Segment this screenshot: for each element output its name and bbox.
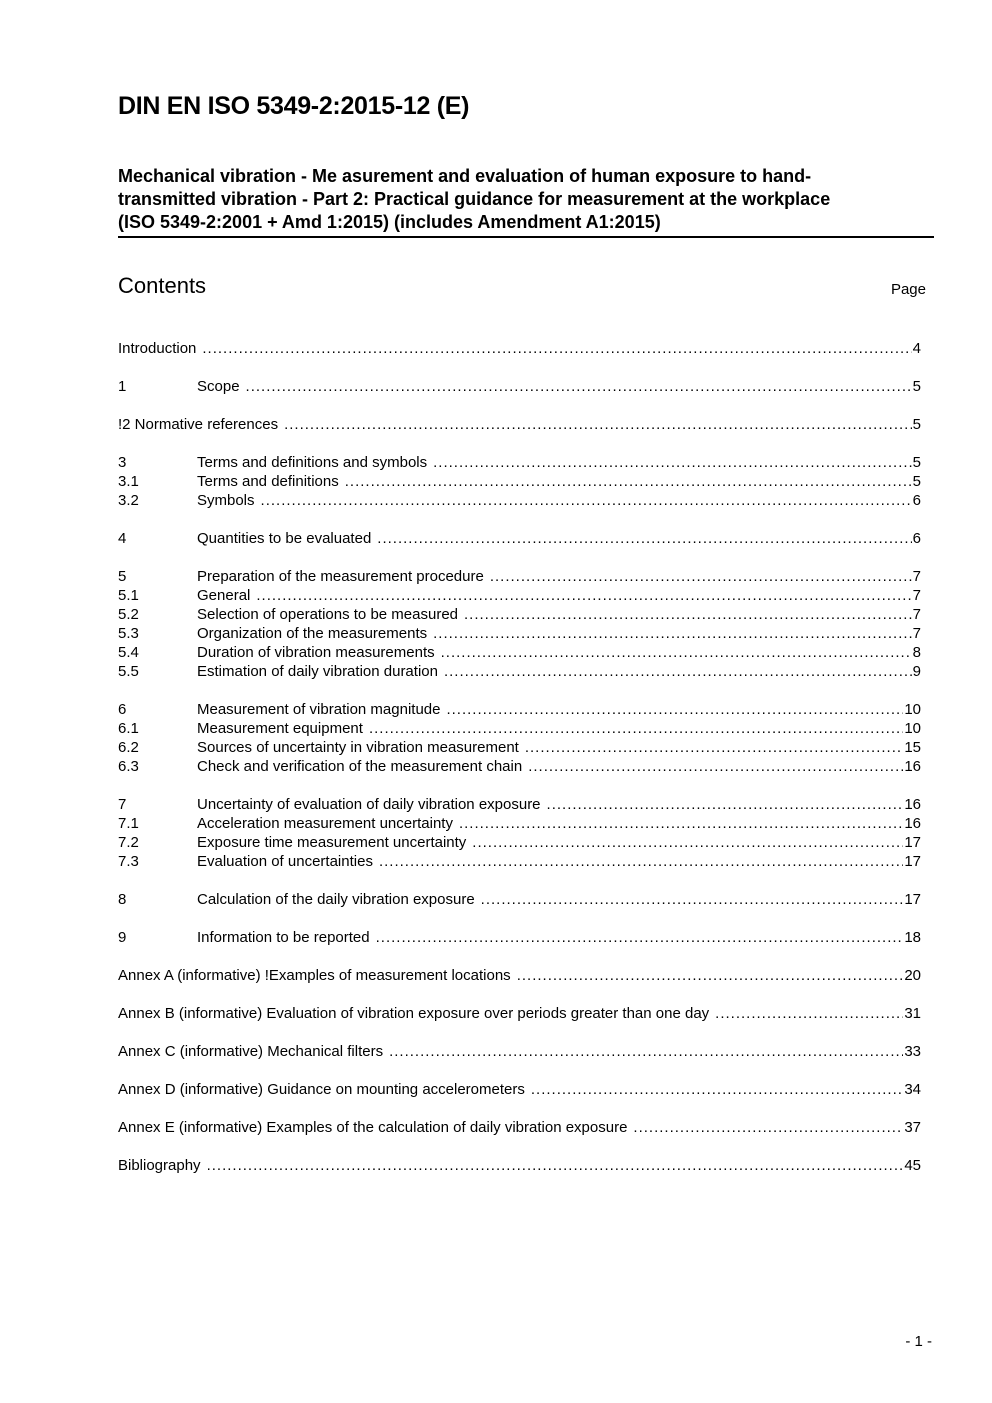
toc-entry-page: 17 (904, 853, 921, 870)
toc-entry-page: 31 (904, 1005, 921, 1022)
contents-heading: Contents (118, 273, 207, 298)
toc-dot-leader (517, 966, 904, 985)
toc-entry-page: 20 (904, 967, 921, 984)
toc-dot-leader (715, 1004, 903, 1023)
toc-dot-leader (389, 1042, 903, 1061)
toc-dot-leader (547, 795, 904, 814)
toc-entry-title: !2 Normative references (118, 416, 279, 433)
page-column-label: Page (890, 281, 926, 298)
toc-dot-leader (446, 700, 903, 719)
toc-entry-title: Scope (197, 378, 240, 395)
toc-entry[interactable] (118, 1118, 921, 1137)
toc-spacer (118, 548, 921, 567)
footer-page-number: - 1 - (905, 1333, 932, 1350)
toc-spacer (118, 1099, 921, 1118)
toc-entry-number: 7.2 (118, 834, 139, 851)
toc-entry-title: Quantities to be evaluated (197, 530, 372, 547)
toc-entry-number: 3 (118, 454, 127, 471)
toc-entry-page: 37 (904, 1119, 921, 1136)
toc-entry-title: Annex E (informative) Examples of the calculation of daily vibration exposure (118, 1119, 628, 1136)
toc-entry-number: 7.1 (118, 815, 139, 832)
toc-entry[interactable] (118, 757, 921, 776)
toc-dot-leader (441, 643, 912, 662)
subtitle-line: Mechanical vibration - Me asurement and evaluation of human exposure to hand- (118, 166, 812, 186)
toc-entry-page: 17 (904, 891, 921, 908)
toc-spacer (118, 776, 921, 795)
toc-entry-title: Terms and definitions (197, 473, 339, 490)
toc-dot-leader (284, 415, 912, 434)
toc-entry-title: Calculation of the daily vibration exposure (197, 891, 475, 908)
toc-dot-leader (633, 1118, 903, 1137)
toc-dot-leader (525, 738, 903, 757)
toc-spacer (118, 434, 921, 453)
toc-entry[interactable] (118, 491, 921, 510)
toc-spacer (118, 510, 921, 529)
toc-entry[interactable] (118, 339, 921, 358)
toc-entry[interactable] (118, 586, 921, 605)
toc-entry-page: 6 (912, 492, 921, 509)
toc-entry-title: Acceleration measurement uncertainty (197, 815, 453, 832)
toc-entry-page: 10 (904, 701, 921, 718)
toc-entry-number: 1 (118, 378, 127, 395)
toc-entry-number: 5 (118, 568, 127, 585)
toc-entry-page: 16 (904, 815, 921, 832)
toc-entry-page: 9 (912, 663, 921, 680)
toc-entry[interactable] (118, 1004, 921, 1023)
toc-spacer (118, 1061, 921, 1080)
toc-spacer (118, 985, 921, 1004)
toc-entry[interactable] (118, 567, 921, 586)
toc-dot-leader (481, 890, 904, 909)
document-subtitle (118, 165, 934, 238)
toc-entry-title: Annex B (informative) Evaluation of vibration exposure over periods greater than one day (118, 1005, 710, 1022)
toc-entry-title: Organization of the measurements (197, 625, 428, 642)
toc-dot-leader (490, 567, 912, 586)
toc-entry-page: 5 (912, 416, 921, 433)
toc-entry-page: 7 (912, 606, 921, 623)
toc-entry[interactable] (118, 472, 921, 491)
toc-entry-title: Information to be reported (197, 929, 370, 946)
toc-entry[interactable] (118, 966, 921, 985)
toc-dot-leader (444, 662, 912, 681)
toc-entry-title: Measurement of vibration magnitude (197, 701, 441, 718)
toc-entry-number: 6.1 (118, 720, 139, 737)
toc-dot-leader (531, 1080, 903, 1099)
toc-entry[interactable] (118, 377, 921, 396)
subtitle-line: (ISO 5349-2:2001 + Amd 1:2015) (includes Amendment A1:2015) (118, 212, 661, 232)
toc-entry-title: Uncertainty of evaluation of daily vibration exposure (197, 796, 541, 813)
toc-entry-page: 16 (904, 796, 921, 813)
toc-dot-leader (345, 472, 912, 491)
toc-dot-leader (261, 491, 912, 510)
toc-dot-leader (377, 529, 911, 548)
toc-spacer (118, 681, 921, 700)
toc-entry-title: Bibliography (118, 1157, 201, 1174)
toc-entry[interactable] (118, 605, 921, 624)
toc-entry-title: Annex D (informative) Guidance on mounting accelerometers (118, 1081, 525, 1098)
toc-entry-page: 5 (912, 454, 921, 471)
toc-entry-page: 7 (912, 587, 921, 604)
toc-entry[interactable] (118, 1156, 921, 1175)
toc-entry[interactable] (118, 890, 921, 909)
toc-entry[interactable] (118, 415, 921, 434)
toc-entry-number: 8 (118, 891, 127, 908)
toc-dot-leader (433, 624, 912, 643)
toc-entry-title: Estimation of daily vibration duration (197, 663, 438, 680)
toc-entry-page: 45 (904, 1157, 921, 1174)
toc-entry[interactable] (118, 643, 921, 662)
toc-entry-page: 34 (904, 1081, 921, 1098)
toc-entry-page: 7 (912, 568, 921, 585)
toc-entry-page: 5 (912, 378, 921, 395)
toc-entry-title: Annex C (informative) Mechanical filters (118, 1043, 384, 1060)
toc-spacer (118, 909, 921, 928)
toc-entry[interactable] (118, 1042, 921, 1061)
toc-spacer (118, 947, 921, 966)
toc-entry-number: 5.2 (118, 606, 139, 623)
toc-spacer (118, 396, 921, 415)
toc-entry[interactable] (118, 719, 921, 738)
toc-entry[interactable] (118, 662, 921, 681)
toc-entry-page: 8 (912, 644, 921, 661)
toc-entry-title: Selection of operations to be measured (197, 606, 458, 623)
toc-dot-leader (464, 605, 912, 624)
toc-entry-title: Exposure time measurement uncertainty (197, 834, 467, 851)
toc-entry[interactable] (118, 738, 921, 757)
toc-entry-page: 33 (904, 1043, 921, 1060)
toc-entry-page: 5 (912, 473, 921, 490)
toc-entry[interactable] (118, 795, 921, 814)
toc-entry-number: 5.1 (118, 587, 139, 604)
toc-dot-leader (207, 1156, 904, 1175)
toc-dot-leader (528, 757, 903, 776)
toc-entry-number: 4 (118, 530, 127, 547)
toc-dot-leader (202, 339, 911, 358)
toc-entry-number: 9 (118, 929, 127, 946)
toc-entry-number: 5.4 (118, 644, 139, 661)
toc-dot-leader (256, 586, 911, 605)
toc-dot-leader (472, 833, 903, 852)
toc-entry[interactable] (118, 928, 921, 947)
toc-entry[interactable] (118, 833, 921, 852)
toc-entry[interactable] (118, 1080, 921, 1099)
toc-dot-leader (459, 814, 903, 833)
toc-entry-title: General (197, 587, 251, 604)
toc-entry-title: Sources of uncertainty in vibration measurement (197, 739, 519, 756)
toc-entry-number: 7 (118, 796, 127, 813)
toc-spacer (118, 358, 921, 377)
toc-dot-leader (379, 852, 903, 871)
toc-entry[interactable] (118, 529, 921, 548)
toc-entry[interactable] (118, 814, 921, 833)
toc-entry-number: 3.1 (118, 473, 139, 490)
toc-entry-page: 6 (912, 530, 921, 547)
toc-entry[interactable] (118, 624, 921, 643)
toc-entry-number: 6.2 (118, 739, 139, 756)
toc-dot-leader (376, 928, 904, 947)
toc-entry-page: 17 (904, 834, 921, 851)
toc-entry-page: 4 (912, 340, 921, 357)
toc-entry-page: 18 (904, 929, 921, 946)
toc-entry-number: 6 (118, 701, 127, 718)
toc-entry[interactable] (118, 852, 921, 871)
toc-entry-number: 5.5 (118, 663, 139, 680)
toc-dot-leader (369, 719, 903, 738)
toc-entry[interactable] (118, 453, 921, 472)
toc-entry-number: 7.3 (118, 853, 139, 870)
toc-entry-title: Evaluation of uncertainties (197, 853, 373, 870)
toc-entry-title: Measurement equipment (197, 720, 363, 737)
toc-entry-page: 7 (912, 625, 921, 642)
toc-entry-title: Duration of vibration measurements (197, 644, 435, 661)
document-title: DIN EN ISO 5349-2:2015-12 (E) (118, 92, 470, 120)
table-of-contents (118, 339, 921, 1175)
toc-spacer (118, 1137, 921, 1156)
toc-entry-number: 6.3 (118, 758, 139, 775)
toc-spacer (118, 1023, 921, 1042)
toc-entry-title: Preparation of the measurement procedure (197, 568, 484, 585)
toc-entry[interactable] (118, 700, 921, 719)
toc-entry-number: 5.3 (118, 625, 139, 642)
toc-spacer (118, 871, 921, 890)
toc-entry-number: 3.2 (118, 492, 139, 509)
toc-entry-page: 16 (904, 758, 921, 775)
toc-entry-title: Annex A (informative) !Examples of measurement locations (118, 967, 511, 984)
toc-entry-title: Introduction (118, 340, 197, 357)
subtitle-line: transmitted vibration - Part 2: Practical guidance for measurement at the workplace (118, 189, 831, 209)
toc-entry-page: 10 (904, 720, 921, 737)
toc-dot-leader (433, 453, 912, 472)
toc-entry-page: 15 (904, 739, 921, 756)
toc-entry-title: Terms and definitions and symbols (197, 454, 428, 471)
toc-entry-title: Symbols (197, 492, 255, 509)
toc-entry-title: Check and verification of the measurement chain (197, 758, 523, 775)
toc-dot-leader (246, 377, 912, 396)
